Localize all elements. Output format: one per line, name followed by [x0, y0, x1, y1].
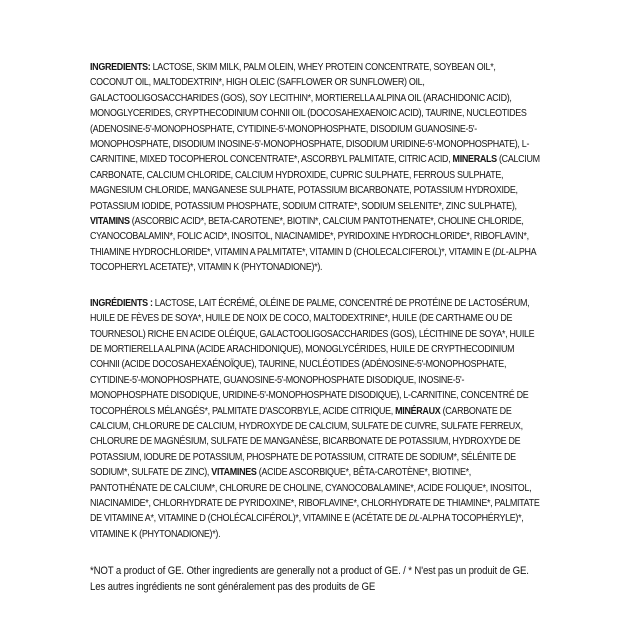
- french-ingredients-text-2: (CARBONATE DE CALCIUM, CHLORURE DE CALCIUM, HYDROXYDE DE CALCIUM, SULFATE DE CUIVRE, SULFATE FERREUX, CHLORURE DE MAGNÉSIUM, SULFATE DE MANGANÈSE, BICARBONATE DE POTASSIUM, HYDROXYDE DE POTASSIUM, IODURE DE POTASSIUM, PHOSPHATE DE POTASSIUM, CITRATE DE SODIUM*, SÉLÉNITE DE SODIUM*, SULFATE DE ZINC),: [90, 405, 523, 479]
- french-ingredients-text-4: -ALPHA TOCOPHÉRYLE)*, VITAMINE K (PHYTONADIONE)*).: [90, 513, 524, 540]
- french-ingredients-text-3: (ACIDE ASCORBIQUE*, BÊTA-CAROTÈNE*, BIOTINE*, PANTOTHÉNATE DE CALCIUM*, CHLORURE DE CHOLINE, CYANOCOBALAMINE*, ACIDE FOLIQUE*, INOSITOL, NIACINAMIDE*, CHLORHYDRATE DE PYRIDOXINE*, RIBOFLAVINE*, CHLORHYDRATE DE THIAMINE*, PALMITATE DE VITAMINE A*, VITAMINE D (CHOLÉCALCIFÉROL)*, VITAMINE E (ACÉTATE DE: [90, 467, 540, 525]
- french-vitamins-heading: VITAMINES: [211, 467, 257, 479]
- french-ingredients-text-1: LACTOSE, LAIT ÉCRÉMÉ, OLÉINE DE PALME, CONCENTRÉ DE PROTÉINE DE LACTOSÉRUM, HUILE DE FÈVES DE SOYA*, HUILE DE NOIX DE COCO, MALTODEXTRINE*, HUILE (DE CARTHAME OU DE TOURNESOL) RICHE EN ACIDE OLÉIQUE, GALACTOOLIGOSACCHARIDES (GOS), LÉCITHINE DE SOYA*, HUILE DE MORTIERELLA ALPINA (ACIDE ARACHIDONIQUE), MONOGLYCÉRIDES, HUILE DE CRYPTHECODINIUM COHNII (ACIDE DOCOSAHEXAÉNOÏQUE), TAURINE, NUCLÉOTIDES (ADÉNOSINE-5'-MONOPHOSPHATE, CYTIDINE-5'-MONOPHOSPHATE, GUANOSINE-5'-MONOPHOSPHATE DISODIQUE, INOSINE-5'-MONOPHOSPHATE DISODIQUE, URIDINE-5'-MONOPHOSPHATE DISODIQUE), L-CARNITINE, CONCENTRÉ DE TOCOPHÉROLS MÉLANGÉS*, PALMITATE D'ASCORBYLE, ACIDE CITRIQUE,: [90, 297, 535, 417]
- french-dl-prefix: DL: [408, 513, 420, 525]
- english-ingredients-text-4: -ALPHA TOCOPHERYL ACETATE)*, VITAMIN K (PHYTONADIONE)*).: [90, 246, 536, 274]
- english-ingredients-text-2: (CALCIUM CARBONATE, CALCIUM CHLORIDE, CALCIUM HYDROXIDE, CUPRIC SULPHATE, FERROUS SULPHATE, MAGNESIUM CHLORIDE, MANGANESE SULPHATE, POTASSIUM BICARBONATE, POTASSIUM HYDROXIDE, POTASSIUM IODIDE, POTASSIUM PHOSPHATE, SODIUM CITRATE*, SODIUM SELENITE*, ZINC SULPHATE),: [90, 154, 540, 212]
- english-minerals-heading: MINERALS: [452, 154, 497, 166]
- english-ingredients-text-3: (ASCORBIC ACID*, BETA-CAROTENE*, BIOTIN*, CALCIUM PANTOTHENATE*, CHOLINE CHLORIDE, CYANOCOBALAMIN*, FOLIC ACID*, INOSITOL, NIACINAMIDE*, PYRIDOXINE HYDROCHLORIDE*, RIBOFLAVIN*, THIAMINE HYDROCHLORIDE*, VITAMIN A PALMITATE*, VITAMIN D (CHOLECALCIFEROL)*, VITAMIN E (: [90, 216, 529, 258]
- english-ingredients-heading: INGREDIENTS:: [90, 62, 151, 73]
- french-ingredients-heading: INGRÉDIENTS :: [90, 297, 153, 309]
- french-minerals-heading: MINÉRAUX: [395, 405, 441, 417]
- french-ingredients-paragraph: [90, 296, 540, 543]
- english-ingredients-text-1: LACTOSE, SKIM MILK, PALM OLEIN, WHEY PROTEIN CONCENTRATE, SOYBEAN OIL*, COCONUT OIL, MALTODEXTRIN*, HIGH OLEIC (SAFFLOWER OR SUNFLOWER) OIL, GALACTOOLIGOSACCHARIDES (GOS), SOY LECITHIN*, MORTIERELLA ALPINA OIL (ARACHIDONIC ACID), MONOGLYCERIDES, CRYPTHECODINIUM COHNII OIL (DOCOSAHEXAENOIC ACID), TAURINE, NUCLEOTIDES (ADENOSINE-5'-MONOPHOSPHATE, CYTIDINE-5'-MONOPHOSPHATE, DISODIUM GUANOSINE-5'-MONOPHOSPHATE, DISODIUM INOSINE-5'-MONOPHOSPHATE, DISODIUM URIDINE-5'-MONOPHOSPHATE), L-CARNITINE, MIXED TOCOPHEROL CONCENTRATE*, ASCORBYL PALMITATE, CITRIC ACID,: [90, 62, 530, 166]
- ingredient-label: [90, 60, 540, 595]
- ge-footnote: *NOT a product of GE. Other ingredients are generally not a product of GE. / * N'est pas un produit de GE. Les autres ingrédients ne sont généralement pas des produits de GE: [90, 565, 529, 593]
- english-dl-prefix: DL: [494, 246, 506, 258]
- english-vitamins-heading: VITAMINS: [90, 216, 130, 228]
- english-ingredients-paragraph: [90, 60, 540, 276]
